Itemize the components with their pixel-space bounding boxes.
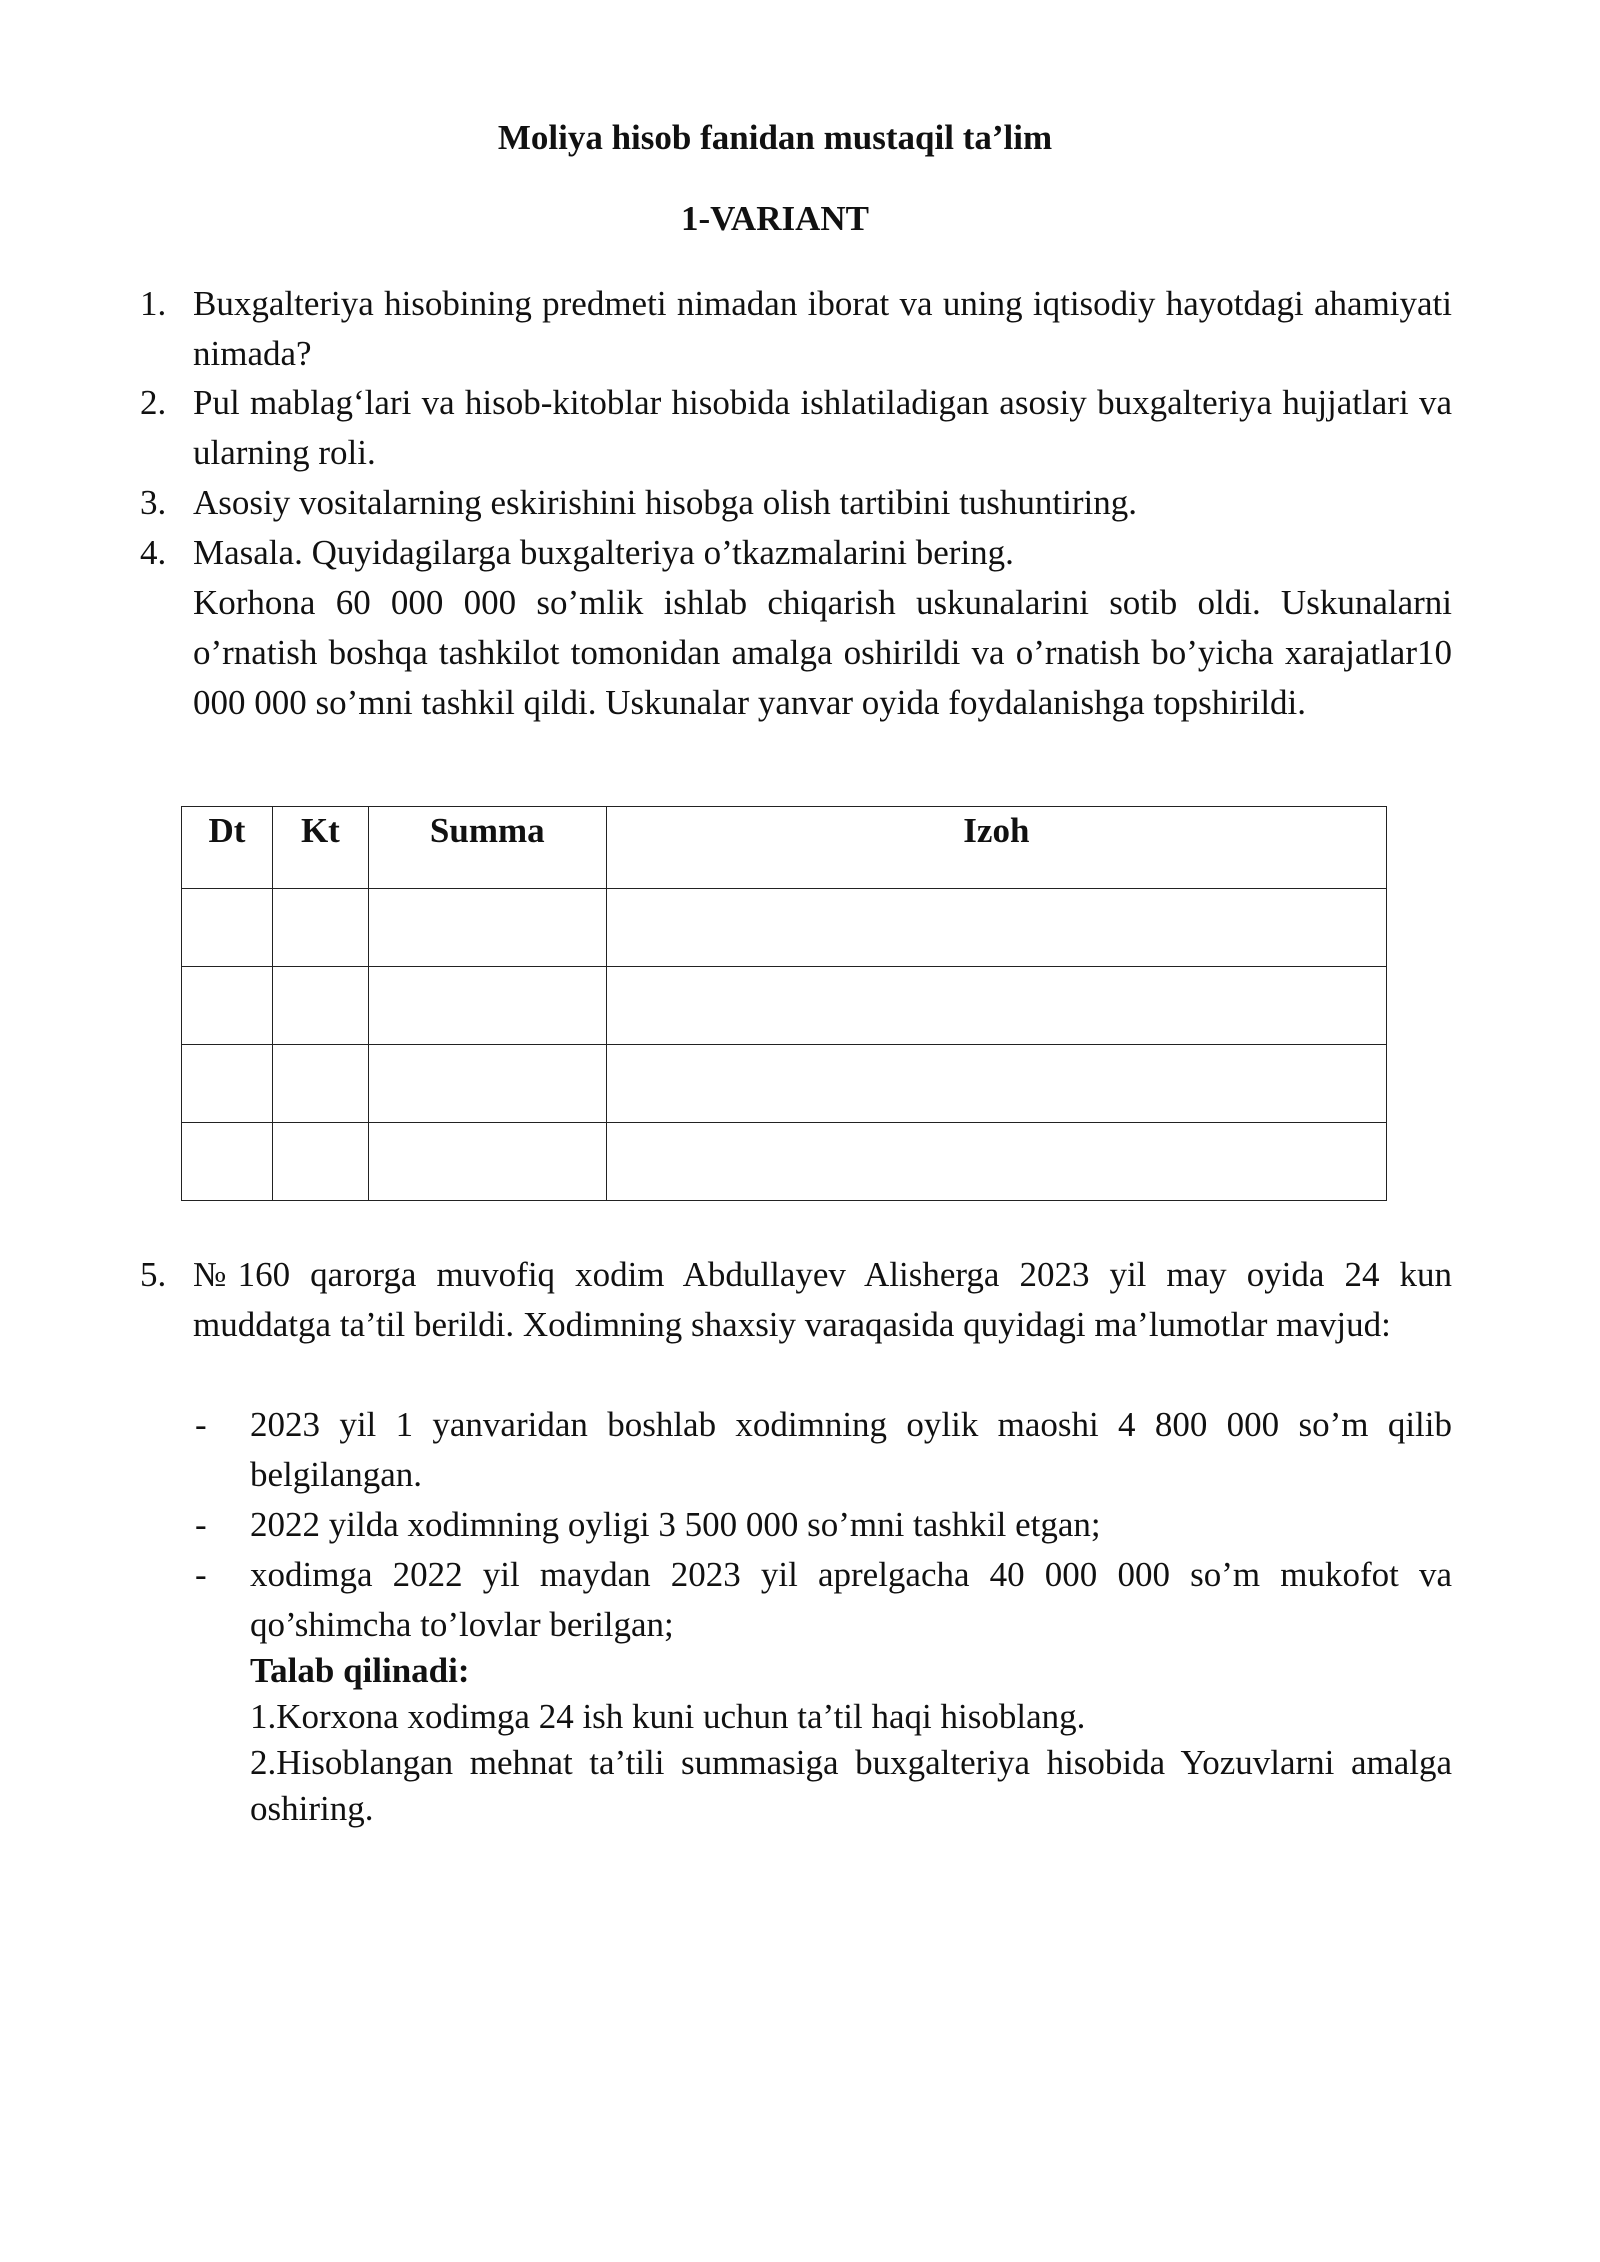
table-row	[182, 967, 1387, 1045]
bullet-dash: -	[195, 1555, 207, 1594]
question-5	[140, 1250, 1452, 1350]
question-text: Asosiy vositalarning eskirishini hisobga olish tartibini tushuntiring.	[193, 483, 1137, 522]
requirements-block	[250, 1648, 1452, 1832]
column-header-izoh: Izoh	[606, 807, 1386, 889]
question-text: №160 qarorga muvofiq xodim Abdullayev Alisherga 2023 yil may oyida 24 kun muddatga ta’til berildi. Xodimning shaxsiy varaqasida quyidagi ma’lumotlar mavjud:	[193, 1255, 1452, 1344]
problem-text: Korhona 60 000 000 so’mlik ishlab chiqarish uskunalarini sotib oldi. Uskunalarni o’rnatish boshqa tashkilot tomonidan amalga oshirildi va o’rnatish bo’yicha xarajatlar10 000 000 so’mni tashkil qildi. Uskunalar yanvar oyida foydalanishga topshirildi.	[193, 583, 1452, 722]
table-cell-kt[interactable]	[272, 967, 368, 1045]
table-header-row	[182, 807, 1387, 889]
question-1	[140, 279, 1452, 379]
info-item-1	[195, 1400, 1452, 1500]
question-number: 2.	[140, 383, 167, 422]
table-row	[182, 1123, 1387, 1201]
table-cell-izoh[interactable]	[606, 889, 1386, 967]
table-cell-izoh[interactable]	[606, 1045, 1386, 1123]
table-cell-summa[interactable]	[368, 1123, 606, 1201]
question-number: 1.	[140, 284, 167, 323]
table-cell-summa[interactable]	[368, 967, 606, 1045]
info-item-text: 2023 yil 1 yanvaridan boshlab xodimning oylik maoshi 4 800 000 so’m qilib belgilangan.	[250, 1405, 1452, 1494]
table-cell-dt[interactable]	[182, 1045, 273, 1123]
table-cell-dt[interactable]	[182, 967, 273, 1045]
document-title: Moliya hisob fanidan mustaqil ta’lim	[497, 118, 1053, 157]
table-cell-izoh[interactable]	[606, 967, 1386, 1045]
table-row	[182, 889, 1387, 967]
table-cell-kt[interactable]	[272, 889, 368, 967]
question-3	[140, 478, 1452, 528]
requirements-title: Talab qilinadi:	[250, 1651, 470, 1690]
question-number: 3.	[140, 483, 167, 522]
table-cell-dt[interactable]	[182, 889, 273, 967]
question-number: 4.	[140, 533, 167, 572]
table-row	[182, 1045, 1387, 1123]
question-text: Buxgalteriya hisobining predmeti nimadan iborat va uning iqtisodiy hayotdagi ahamiyati nimada?	[193, 284, 1452, 373]
table-cell-izoh[interactable]	[606, 1123, 1386, 1201]
table-cell-kt[interactable]	[272, 1123, 368, 1201]
requirement-item-2: 2.Hisoblangan mehnat ta’tili summasiga buxgalteriya hisobida Yozuvlarni amalga oshiring.	[250, 1743, 1452, 1828]
info-item-text: 2022 yilda xodimning oyligi 3 500 000 so’mni tashkil etgan;	[250, 1505, 1101, 1544]
info-item-3	[195, 1550, 1452, 1650]
column-header-kt: Kt	[272, 807, 368, 889]
table-cell-summa[interactable]	[368, 1045, 606, 1123]
bullet-dash: -	[195, 1405, 207, 1444]
variant-heading: 1-VARIANT	[681, 199, 869, 238]
bullet-dash: -	[195, 1505, 207, 1544]
info-item-2	[195, 1500, 1452, 1550]
question-4	[140, 528, 1452, 728]
column-header-summa: Summa	[368, 807, 606, 889]
table-cell-dt[interactable]	[182, 1123, 273, 1201]
question-2	[140, 378, 1452, 478]
accounting-entries-table	[181, 806, 1387, 1201]
question-text: Pul mablag‘lari va hisob-kitoblar hisobida ishlatiladigan asosiy buxgalteriya hujjatlari va ularning roli.	[193, 383, 1452, 472]
question-text: Masala. Quyidagilarga buxgalteriya o’tkazmalarini bering.	[193, 533, 1014, 572]
requirement-item-1: 1.Korxona xodimga 24 ish kuni uchun ta’til haqi hisoblang.	[250, 1697, 1086, 1736]
info-item-text: xodimga 2022 yil maydan 2023 yil aprelgacha 40 000 000 so’m mukofot va qo’shimcha to’lovlar berilgan;	[250, 1555, 1452, 1644]
question-number: 5.	[140, 1255, 167, 1294]
table-cell-kt[interactable]	[272, 1045, 368, 1123]
table-cell-summa[interactable]	[368, 889, 606, 967]
column-header-dt: Dt	[182, 807, 273, 889]
